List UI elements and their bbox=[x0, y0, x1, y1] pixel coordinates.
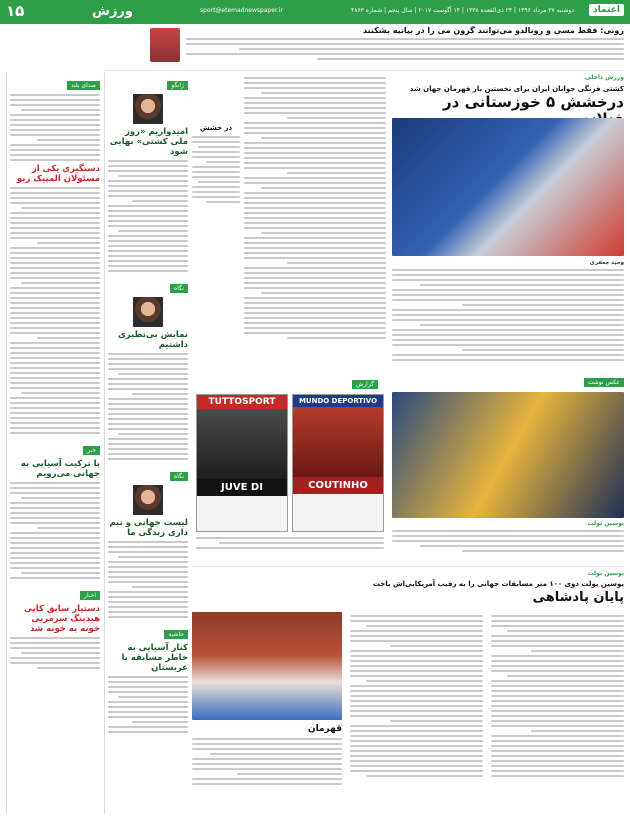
left-sidebar bbox=[6, 72, 100, 814]
section-email: sport@etemadnewspaper.ir bbox=[200, 7, 283, 14]
rooney-photo bbox=[150, 28, 180, 62]
wrestling-photo bbox=[392, 118, 624, 256]
interview-title-2: نمایش بی‌نظیری داشتیم bbox=[117, 330, 188, 350]
newspaper-logo: اعتماد bbox=[589, 4, 624, 16]
paper-name: MUNDO DEPORTIVO bbox=[293, 395, 383, 407]
side-tag-3: اخبار bbox=[80, 591, 100, 600]
paper-photo bbox=[197, 409, 287, 479]
bolt-photo bbox=[392, 392, 624, 518]
king-kicker: یوسین بولت bbox=[587, 570, 624, 577]
interview-tag-3: نگاه bbox=[170, 472, 188, 481]
side-title-1: دستگیری یکی از مسئولان المپیک ریو bbox=[16, 164, 100, 184]
date-line: دوشنبه ۲۷ مرداد ۱۳۹۶ | ۲۴ ذی‌القعده ۱۴۳۸ | ۱۴ آگوست ۲۰۱۷ | سال پنجم | شماره ۴۸۶۳ bbox=[351, 7, 574, 14]
paper-cover-tuttosport bbox=[196, 394, 288, 532]
king-divider bbox=[192, 566, 624, 567]
middle-text-columns bbox=[244, 74, 386, 374]
narrow-column bbox=[192, 74, 240, 364]
bolt-caption bbox=[392, 520, 624, 560]
coach-photo bbox=[133, 94, 163, 124]
middle-author: در خشش bbox=[199, 124, 233, 132]
paper-headline: JUVE DI bbox=[197, 479, 287, 496]
interview-title-3: لیست جهانی و تیم داری زندگی ما bbox=[109, 518, 188, 538]
king-header bbox=[204, 570, 624, 610]
king-headline: پایان پادشاهی bbox=[532, 590, 624, 605]
main-story-body bbox=[392, 260, 624, 370]
side-tag-2: خبر bbox=[83, 446, 100, 455]
athlete-photo bbox=[133, 297, 163, 327]
masthead bbox=[0, 0, 630, 24]
side-title-2: با ترکیب آسیایی به جهانی می‌رویم bbox=[20, 459, 100, 479]
king-body bbox=[192, 612, 624, 814]
main-headline: درخشش ۵ خوزستانی در bbox=[443, 93, 624, 111]
side-tag-1: صدای بلند bbox=[67, 81, 100, 90]
paper-cover-mundo bbox=[292, 394, 384, 532]
interview-title-1: امیدواریم «روز ملی کشتی» نهایی شود bbox=[109, 127, 188, 157]
papers-caption bbox=[196, 534, 384, 558]
paper-headline: COUTINHO bbox=[293, 477, 383, 494]
section-title: ورزش bbox=[92, 4, 133, 19]
player-photo bbox=[133, 485, 163, 515]
lead-body-text bbox=[186, 38, 624, 60]
interview-column bbox=[104, 72, 188, 814]
interview-tag-1: ژانگو bbox=[167, 81, 188, 90]
paper-photo bbox=[293, 407, 383, 477]
main-kicker: ورزش داخلی bbox=[585, 74, 624, 81]
lead-strip bbox=[186, 26, 624, 70]
lead-divider bbox=[104, 70, 624, 71]
main-author: وحید جعفری bbox=[589, 260, 624, 266]
interview-title-4: کنار آسیایی به خاطر مسابقه با عربستان bbox=[121, 643, 188, 673]
king-subtitle: یوسین بولت دوی ۱۰۰ متر مسابقات جهانی را به رقیب آمریکایی‌اش باخت bbox=[372, 580, 624, 588]
race-title: قهرمان bbox=[307, 724, 342, 734]
bolt-caption-title: یوسین بولت bbox=[587, 520, 624, 527]
lead-title: رونی: فقط مسی و رونالدو می‌توانند گرون می را در بیانیه بشکنند bbox=[363, 26, 624, 35]
paper-name: TUTTOSPORT bbox=[197, 395, 287, 409]
interview-tag-4: حاشیه bbox=[164, 630, 188, 639]
page-number: ۱۵ bbox=[6, 2, 25, 20]
interview-tag-2: نگاه bbox=[170, 284, 188, 293]
side-title-3: دستیار سابق کاپی هیدینگ سرمربی خونه به خونه شد bbox=[24, 604, 100, 634]
papers-kicker: گزارش bbox=[352, 380, 378, 389]
main-subtitle: کشتی فرنگی جوانان ایران برای نخستین بار قهرمان جهان شد bbox=[409, 85, 624, 93]
main-story-header bbox=[404, 74, 624, 114]
bolt-kicker: عکس نوشت bbox=[584, 378, 624, 387]
track-photo bbox=[192, 612, 342, 720]
